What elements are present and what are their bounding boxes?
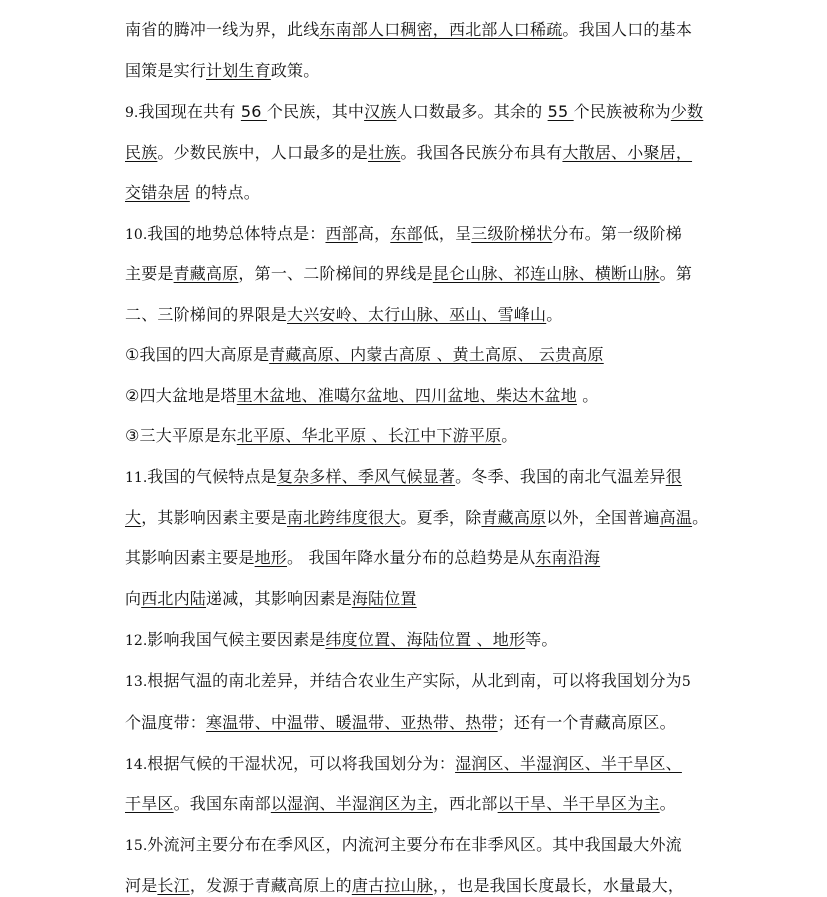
underlined-answer: 壮族	[368, 143, 401, 162]
text-segment: 低，呈	[422, 224, 472, 243]
underlined-answer: 南北跨纬度很大	[287, 508, 401, 527]
item-number: 13.	[125, 674, 148, 690]
text-line	[125, 588, 717, 610]
text-segment: 向	[125, 589, 142, 608]
text-line	[125, 670, 717, 693]
item-number: 10.	[125, 227, 148, 243]
text-segment: 。	[501, 426, 518, 445]
item-number: 15.	[125, 838, 148, 854]
text-segment: 。少数民族中，人口最多的是	[157, 143, 369, 162]
text-line	[125, 547, 717, 569]
underlined-answer: 干旱区	[125, 794, 174, 813]
underlined-answer: 里木盆地、准噶尔盆地、四川盆地、柴达木盆地	[236, 386, 577, 405]
underlined-answer: 青藏高原、内蒙古高原 、黄土高原、 云贵高原	[269, 345, 604, 364]
underlined-answer: 民族	[125, 143, 158, 162]
text-segment: 人口数最多。其余的	[396, 102, 548, 121]
text-segment: 根据气候的干湿状况，可以将我国划分为：	[147, 754, 456, 773]
item-number: 9.	[125, 105, 139, 121]
underlined-answer: 少数	[670, 102, 704, 121]
text-segment: ，西北部	[432, 794, 498, 813]
text-segment: 我国现在共有	[138, 102, 241, 121]
text-segment: 。	[692, 508, 709, 527]
underlined-answer: 以湿润、半湿润区为主	[270, 794, 433, 813]
text-line	[125, 182, 717, 204]
text-segment: 。	[576, 386, 599, 405]
underlined-answer: 计划生育	[206, 61, 271, 80]
underlined-answer: 昆仑山脉、祁连山脉、横断山脉	[432, 264, 660, 283]
text-segment: ③三大平原是东	[125, 426, 237, 445]
underlined-answer: 东部	[390, 224, 423, 243]
text-segment: 。我国各民族分布具有	[400, 143, 563, 162]
underlined-answer: 西部	[325, 224, 358, 243]
underlined-answer: 大兴安岭、太行山脉、巫山、雪峰山	[287, 305, 547, 324]
text-segment: 国策是实行	[125, 61, 207, 80]
text-line	[125, 344, 717, 366]
text-line	[125, 466, 717, 489]
text-segment: ；还有一个青藏高原区。	[497, 713, 676, 732]
text-segment: 南省的腾冲一线为界，此线	[125, 20, 320, 39]
text-segment: 。我国东南部	[173, 794, 271, 813]
text-segment: 递减，其影响因素是	[206, 589, 352, 608]
text-segment: 。夏季，除	[400, 508, 482, 527]
underlined-answer: 56	[240, 102, 267, 121]
underlined-answer: 55	[547, 102, 574, 121]
underlined-answer: 交错杂居	[125, 183, 190, 202]
text-segment: 高，	[357, 224, 391, 243]
text-segment: 。冬季、我国的南北气温差异	[455, 467, 666, 486]
text-segment: 个民族，其中	[266, 102, 365, 121]
text-segment: 以外，全国普遍	[546, 508, 660, 527]
underlined-answer: 大散居、小聚居，	[562, 143, 693, 162]
underlined-answer: 湿润区、半湿润区、半干旱区、	[455, 754, 682, 773]
text-line	[125, 875, 717, 897]
text-segment: ，其影响因素主要是	[141, 508, 288, 527]
text-line	[125, 507, 717, 529]
text-segment: 个温度带：	[125, 713, 207, 732]
text-line	[125, 793, 717, 815]
underlined-answer: 高温	[659, 508, 693, 527]
text-segment: 我国的地势总体特点是：	[147, 224, 326, 243]
text-segment: 影响我国气候主要因素是	[147, 630, 326, 649]
text-segment: 主要是	[125, 264, 174, 283]
text-line	[125, 60, 717, 82]
text-line	[125, 223, 717, 246]
text-segment: 政策。	[270, 61, 320, 80]
underlined-answer: 青藏高原	[173, 264, 239, 283]
text-segment: 等。	[525, 630, 558, 649]
text-line	[125, 304, 717, 326]
text-line	[125, 629, 717, 652]
text-segment: 的特点。	[189, 183, 260, 202]
item-number: 5	[681, 674, 691, 690]
item-number: 12.	[125, 633, 148, 649]
underlined-answer: 东南部人口稠密，西北部人口稀疏	[319, 20, 563, 39]
underlined-answer: 东南沿海	[535, 548, 601, 567]
text-segment: ，发源于青藏高原上的	[189, 876, 352, 895]
underlined-answer: 三级阶梯状	[471, 224, 553, 243]
text-line	[125, 834, 717, 857]
text-segment: ，第一、二阶梯间的界线是	[238, 264, 433, 283]
item-number: 14.	[125, 757, 148, 773]
text-line	[125, 142, 717, 164]
underlined-answer: 纬度位置、海陆位置 、地形	[325, 630, 526, 649]
text-line	[125, 263, 717, 285]
item-number: 11.	[125, 470, 148, 486]
text-segment: 其影响因素主要是	[125, 548, 255, 567]
underlined-answer: 青藏高原	[481, 508, 547, 527]
text-segment: 个民族被称为	[573, 102, 671, 121]
underlined-answer: 海陆位置	[351, 589, 417, 608]
text-segment: 外流河主要分布在季风区，内流河主要分布在非季风区。其中我国最大外流	[147, 835, 682, 854]
text-segment: ②四大盆地是塔	[125, 386, 237, 405]
underlined-answer: 北平原、华北平原 、长江中下游平原	[236, 426, 502, 445]
underlined-answer: 以干旱、半干旱区为主	[497, 794, 660, 813]
text-segment: 分布。第一级阶梯	[552, 224, 682, 243]
underlined-answer: 大	[125, 508, 142, 527]
text-line	[125, 712, 717, 734]
text-segment: 。 我国年降水量分布的总趋势是从	[287, 548, 536, 567]
text-line	[125, 385, 717, 407]
underlined-answer: 地形	[254, 548, 288, 567]
underlined-answer: 复杂多样、季风气候显著	[276, 467, 456, 486]
text-line	[125, 19, 717, 41]
underlined-answer: 寒温带、中温带、暖温带、亚热带、热带	[206, 713, 498, 732]
text-segment: 我国的气候特点是	[147, 467, 277, 486]
underlined-answer: 唐古拉山脉	[351, 876, 433, 895]
text-segment: 。	[659, 794, 676, 813]
text-segment: 河是	[125, 876, 158, 895]
text-line	[125, 753, 717, 776]
text-segment: 。	[546, 305, 563, 324]
text-segment: ，，也是我国长度最长，水量最大，	[432, 876, 685, 895]
underlined-answer: 汉族	[364, 102, 397, 121]
text-line	[125, 425, 717, 447]
underlined-answer: 西北内陆	[141, 589, 207, 608]
text-segment: 。第	[659, 264, 693, 283]
underlined-answer: 很	[665, 467, 682, 486]
text-segment: 二、三阶梯间的界限是	[125, 305, 288, 324]
text-segment: ①我国的四大高原是	[125, 345, 270, 364]
text-segment: 。我国人口的基本	[562, 20, 693, 39]
underlined-answer: 长江	[157, 876, 190, 895]
text-line	[125, 101, 717, 124]
text-segment: 根据气温的南北差异，并结合农业生产实际，从北到南，可以将我国划分为	[147, 671, 682, 690]
